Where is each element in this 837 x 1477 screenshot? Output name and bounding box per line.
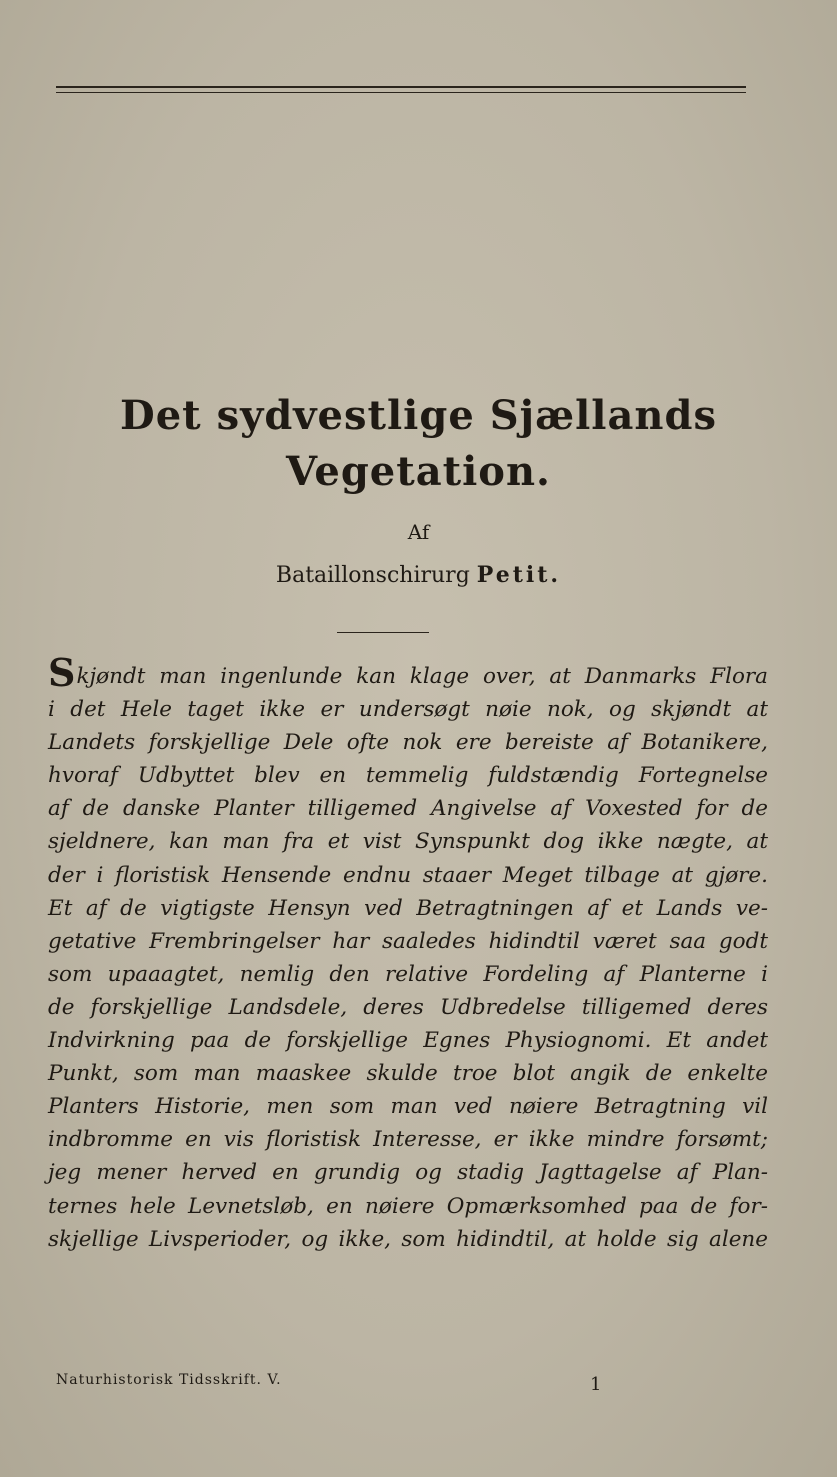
text-line-content: Indvirkning paa de forskjellige Egnes Physiognomi. Et andet — [48, 1028, 768, 1054]
text-line-content: kjøndt man ingenlunde kan klage over, at Danmarks Flora — [76, 664, 768, 689]
top-rule — [56, 86, 746, 93]
text-line-content: skjellige Livsperioder, og ikke, som hidindtil, at holde sig alene — [48, 1226, 768, 1252]
text-line — [48, 991, 768, 1024]
text-line-content: de forskjellige Landsdele, deres Udbredelse tilligemed deres — [48, 994, 768, 1020]
text-line — [48, 650, 768, 695]
text-line-content: der i floristisk Hensende endnu staaer Meget tilbage at gjøre. — [48, 862, 768, 888]
body-paragraph — [48, 650, 768, 1256]
title-line-1: Det sydvestlige Sjællands — [120, 392, 717, 439]
text-line — [48, 892, 768, 925]
text-line — [48, 726, 768, 759]
text-line — [48, 859, 768, 892]
text-line — [48, 825, 768, 858]
author-name: Petit. — [476, 562, 562, 588]
footer-journal: Naturhistorisk Tidsskrift. V. — [56, 1372, 282, 1388]
text-line — [48, 693, 768, 726]
text-line-content: getative Frembringelser har saaledes hidindtil været saa godt — [48, 928, 768, 954]
section-rule — [337, 632, 429, 633]
text-line-content: Planters Historie, men som man ved nøiere Betragtning vil — [48, 1094, 768, 1120]
text-line — [48, 925, 768, 958]
text-line — [48, 1123, 768, 1156]
text-line — [48, 958, 768, 991]
text-line — [48, 1090, 768, 1123]
text-line-content: Punkt, som man maaskee skulde troe blot angik de enkelte — [48, 1061, 768, 1087]
text-line — [48, 1156, 768, 1189]
text-line-content: som upaaagtet, nemlig den relative Fordeling af Planterne i — [48, 961, 768, 987]
text-line — [48, 1190, 768, 1223]
text-line — [48, 1057, 768, 1090]
text-line — [48, 759, 768, 792]
author-line — [0, 562, 837, 588]
text-line — [48, 1223, 768, 1256]
text-line — [48, 792, 768, 825]
text-line-content: Landets forskjellige Dele ofte nok ere bereiste af Botanikere, — [48, 730, 768, 756]
text-line-content: jeg mener herved en grundig og stadig Jagttagelse af Plan- — [48, 1160, 768, 1186]
text-line-content: hvoraf Udbyttet blev en temmelig fuldstændig Fortegnelse — [48, 763, 768, 789]
text-line-content: indbromme en vis floristisk Interesse, er ikke mindre forsømt; — [48, 1127, 768, 1153]
title-line-2: Vegetation. — [286, 448, 551, 495]
drop-cap: S — [48, 650, 76, 695]
text-line-content: ternes hele Levnetsløb, en nøiere Opmærksomhed paa de for- — [48, 1193, 768, 1219]
text-line-content: Et af de vigtigste Hensyn ved Betragtningen af et Lands ve- — [48, 895, 768, 921]
byline-af: Af — [407, 520, 430, 544]
page-number: 1 — [590, 1374, 602, 1395]
author-title: Bataillonschirurg — [275, 563, 470, 588]
text-line-content: sjeldnere, kan man fra et vist Synspunkt dog ikke nægte, at — [48, 829, 768, 855]
text-line-content: i det Hele taget ikke er undersøgt nøie nok, og skjøndt at — [48, 697, 768, 723]
text-line-content: af de danske Planter tilligemed Angivelse af Voxested for de — [48, 796, 768, 822]
text-line — [48, 1024, 768, 1057]
